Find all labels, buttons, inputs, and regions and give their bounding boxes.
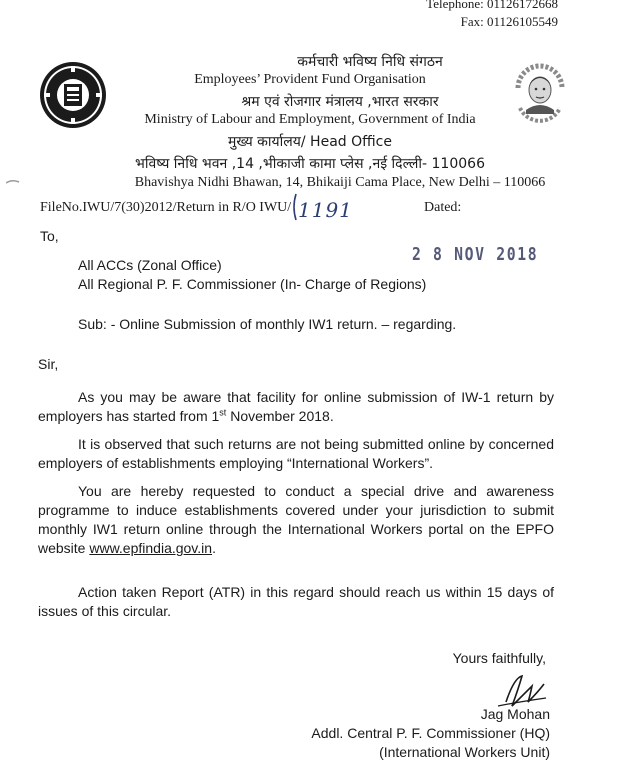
signatory-designation: Addl. Central P. F. Commissioner (HQ) — [311, 725, 550, 741]
ministry-name-english: Ministry of Labour and Employment, Government of India — [144, 112, 476, 127]
head-office-label: मुख्य कार्यालय/ Head Office — [228, 134, 392, 150]
dated-label: Dated: — [424, 200, 462, 215]
organisation-name-hindi: कर्मचारी भविष्य निधि संगठन — [297, 54, 443, 70]
ordinal-suffix: st — [219, 407, 227, 418]
paragraph-2-text: It is observed that such returns are not being submitted online by concerned employers of establishments employing “International Workers”. — [38, 436, 554, 471]
date-stamp: 2 8 NOV 2018 — [412, 244, 539, 265]
to-label: To, — [40, 228, 59, 244]
address-hindi: भविष्य निधि भवन ,14 ,भीकाजी कामा प्लेस ,नई दिल्ली- 110066 — [135, 156, 485, 172]
paragraph-2 — [38, 435, 554, 473]
signatory-unit: (International Workers Unit) — [379, 744, 550, 760]
epfo-website-link[interactable]: www.epfindia.gov.in — [89, 540, 213, 556]
paragraph-3-text: You are hereby requested to conduct a special drive and awareness programme to induce establishments covered under your jurisdiction to submit monthly IW1 return online through the International Workers portal on the EPFO website — [38, 483, 554, 556]
paragraph-1 — [38, 388, 554, 426]
organisation-name-english: Employees’ Provident Fund Organisation — [194, 72, 426, 87]
addressee-line-1: All ACCs (Zonal Office) — [78, 257, 222, 273]
addressee-line-2: All Regional P. F. Commissioner (In- Charge of Regions) — [78, 276, 427, 292]
paragraph-3 — [38, 482, 554, 558]
telephone-number: Telephone: 01126172668 — [426, 0, 558, 11]
file-number-label: FileNo.IWU/7(30)2012/Return in R/O IWU/ — [40, 200, 292, 215]
signatory-name: Jag Mohan — [480, 706, 550, 722]
paragraph-1-text-end: November 2018. — [226, 408, 334, 424]
salutation: Sir, — [38, 356, 59, 372]
fax-number: Fax: 01126105549 — [460, 14, 558, 29]
subject-line: Sub: - Online Submission of monthly IW1 return. – regarding. — [78, 316, 457, 332]
handwritten-file-number: 1191 — [298, 198, 353, 222]
paragraph-1-text: As you may be aware that facility for online submission of IW-1 return by employers has started from 1 — [38, 389, 554, 424]
paragraph-3-end: . — [212, 540, 216, 556]
address-english: Bhavishya Nidhi Bhawan, 14, Bhikaiji Cama Place, New Delhi – 110066 — [134, 175, 546, 190]
ministry-name-hindi: श्रम एवं रोजगार मंत्रालय ,भारत सरकार — [241, 94, 439, 110]
paragraph-4 — [38, 583, 554, 621]
paragraph-4-text: Action taken Report (ATR) in this regard should reach us within 15 days of issues of this circular. — [38, 584, 554, 619]
closing-phrase: Yours faithfully, — [452, 650, 546, 666]
